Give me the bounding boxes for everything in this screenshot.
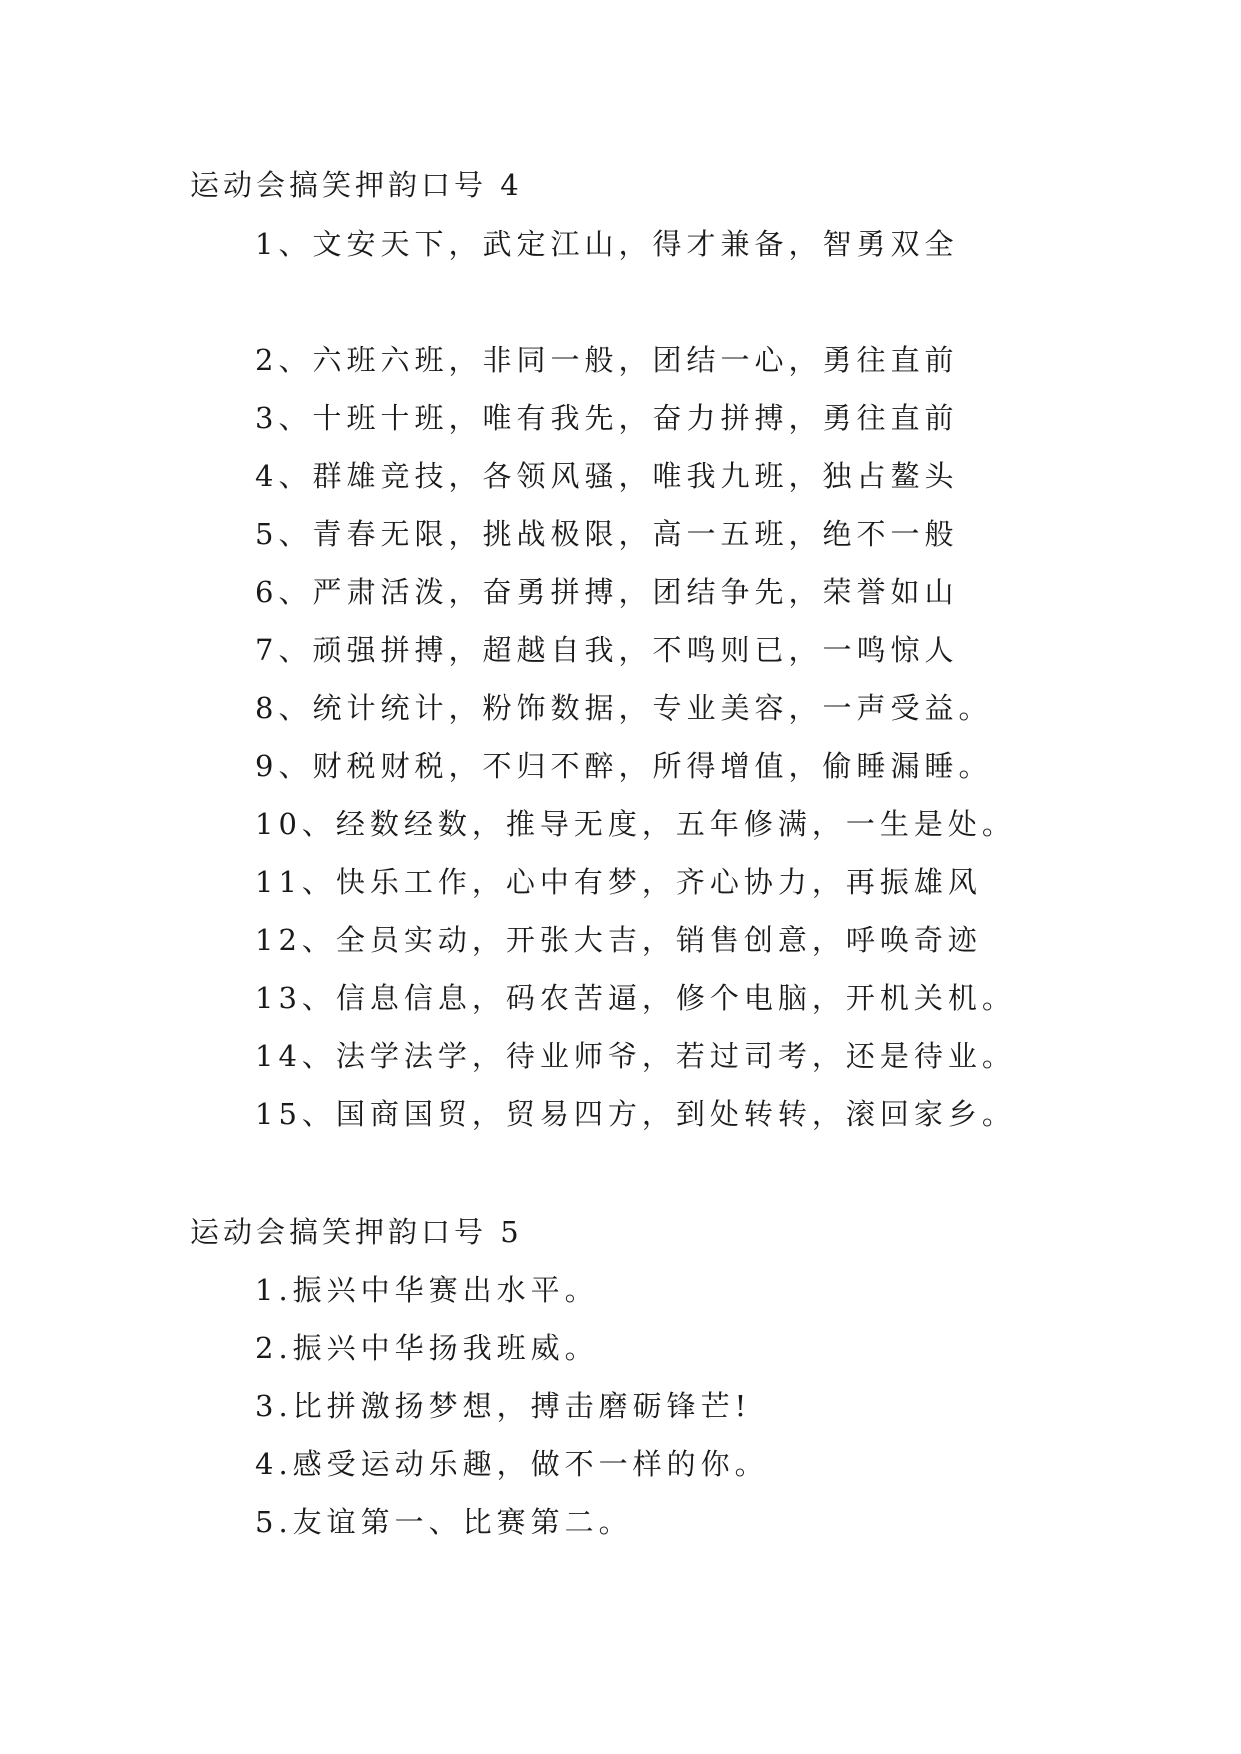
- slogan-item: 6、严肃活泼，奋勇拼搏，团结争先，荣誉如山: [255, 575, 959, 609]
- slogan-item: 12、全员实动，开张大吉，销售创意，呼唤奇迹: [255, 923, 982, 957]
- slogan-item: 11、快乐工作，心中有梦，齐心协力，再振雄风: [255, 865, 982, 899]
- slogan-item: 1、文安天下，武定江山，得才兼备，智勇双全: [255, 227, 959, 261]
- slogan-item: 13、信息信息，码农苦逼，修个电脑，开机关机。: [255, 981, 1016, 1015]
- slogan-item: 2.振兴中华扬我班威。: [255, 1331, 599, 1365]
- slogan-item: 5、青春无限，挑战极限，高一五班，绝不一般: [255, 517, 959, 551]
- slogan-item: 2、六班六班，非同一般，团结一心，勇往直前: [255, 343, 959, 377]
- slogan-item: 4、群雄竞技，各领风骚，唯我九班，独占鳌头: [255, 459, 959, 493]
- slogan-item: 3.比拼激扬梦想，搏击磨砺锋芒!: [255, 1389, 752, 1423]
- slogan-item: 5.友谊第一、比赛第二。: [255, 1505, 633, 1539]
- slogan-item: 3、十班十班，唯有我先，奋力拼搏，勇往直前: [255, 401, 959, 435]
- section-5-title: 运动会搞笑押韵口号 5: [190, 1215, 523, 1249]
- slogan-item: 9、财税财税，不归不醉，所得增值，偷睡漏睡。: [255, 749, 993, 783]
- slogan-item: 4.感受运动乐趣，做不一样的你。: [255, 1447, 769, 1481]
- slogan-item: 1.振兴中华赛出水平。: [255, 1273, 599, 1307]
- slogan-item: 8、统计统计，粉饰数据，专业美容，一声受益。: [255, 691, 993, 725]
- section-4-title: 运动会搞笑押韵口号 4: [190, 168, 523, 202]
- slogan-item: 10、经数经数，推导无度，五年修满，一生是处。: [255, 807, 1016, 841]
- slogan-item: 15、国商国贸，贸易四方，到处转转，滚回家乡。: [255, 1097, 1016, 1131]
- slogan-item: 14、法学法学，待业师爷，若过司考，还是待业。: [255, 1039, 1016, 1073]
- slogan-item: 7、顽强拼搏，超越自我，不鸣则已，一鸣惊人: [255, 633, 959, 667]
